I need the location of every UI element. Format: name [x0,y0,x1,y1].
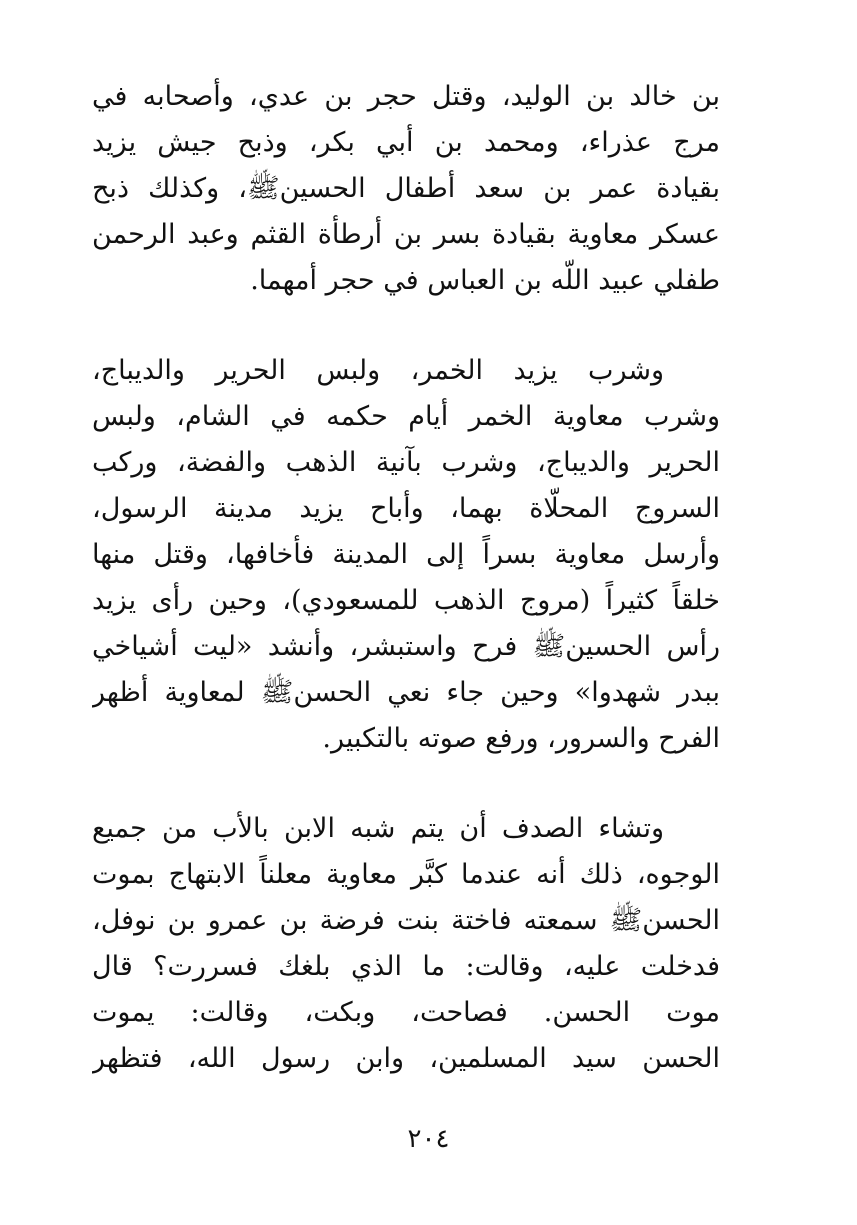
paragraph-2 [92,348,720,762]
text-line: رأس الحسينﷺ فرح واستبشر، وأنشد «ليت أشياخي [92,631,720,662]
text-line: وشرب يزيد الخمر، ولبس الحرير والديباج، [92,355,664,386]
text-line: بقيادة عمر بن سعد أطفال الحسينﷺ، وكذلك ذبح [92,173,720,204]
text-line: وشرب معاوية الخمر أيام حكمه في الشام، ولبس [92,401,720,432]
text-line: عسكر معاوية بقيادة بسر بن أرطأة القثم وعبد الرحمن [92,219,720,250]
text-line: الفرح والسرور، ورفع صوته بالتكبير. [322,723,720,754]
text-line: موت الحسن. فصاحت، وبكت، وقالت: يموت [92,997,720,1028]
text-line: وأرسل معاوية بسراً إلى المدينة فأخافها، وقتل منها [92,539,720,570]
text-line: الحرير والديباج، وشرب بآنية الذهب والفضة، وركب [92,447,720,478]
text-line: الوجوه، ذلك أنه عندما كبَّر معاوية معلناً الابتهاج بموت [92,859,720,890]
text-line: طفلي عبيد اللّه بن العباس في حجر أمهما. [250,265,720,296]
paragraph-3 [92,806,720,1082]
text-line: بن خالد بن الوليد، وقتل حجر بن عدي، وأصحابه في [92,81,720,112]
text-line: خلقاً كثيراً (مروج الذهب للمسعودي)، وحين رأى يزيد [92,585,720,616]
text-line: فدخلت عليه، وقالت: ما الذي بلغك فسررت؟ قال [92,951,720,982]
text-line: الحسنﷺ سمعته فاختة بنت فرضة بن عمرو بن نوفل، [92,905,720,936]
page-number: ٢٠٤ [407,1124,450,1154]
text-line: الحسن سيد المسلمين، وابن رسول الله، فتظهر [92,1043,720,1074]
text-line: مرج عذراء، ومحمد بن أبي بكر، وذبح جيش يزيد [92,127,720,158]
text-line: وتشاء الصدف أن يتم شبه الابن بالأب من جميع [92,813,664,844]
text-line: السروج المحلّاة بهما، وأباح يزيد مدينة الرسول، [92,493,720,524]
paragraph-1 [92,74,720,304]
text-line: ببدر شهدوا» وحين جاء نعي الحسنﷺ لمعاوية أظهر [92,677,720,708]
